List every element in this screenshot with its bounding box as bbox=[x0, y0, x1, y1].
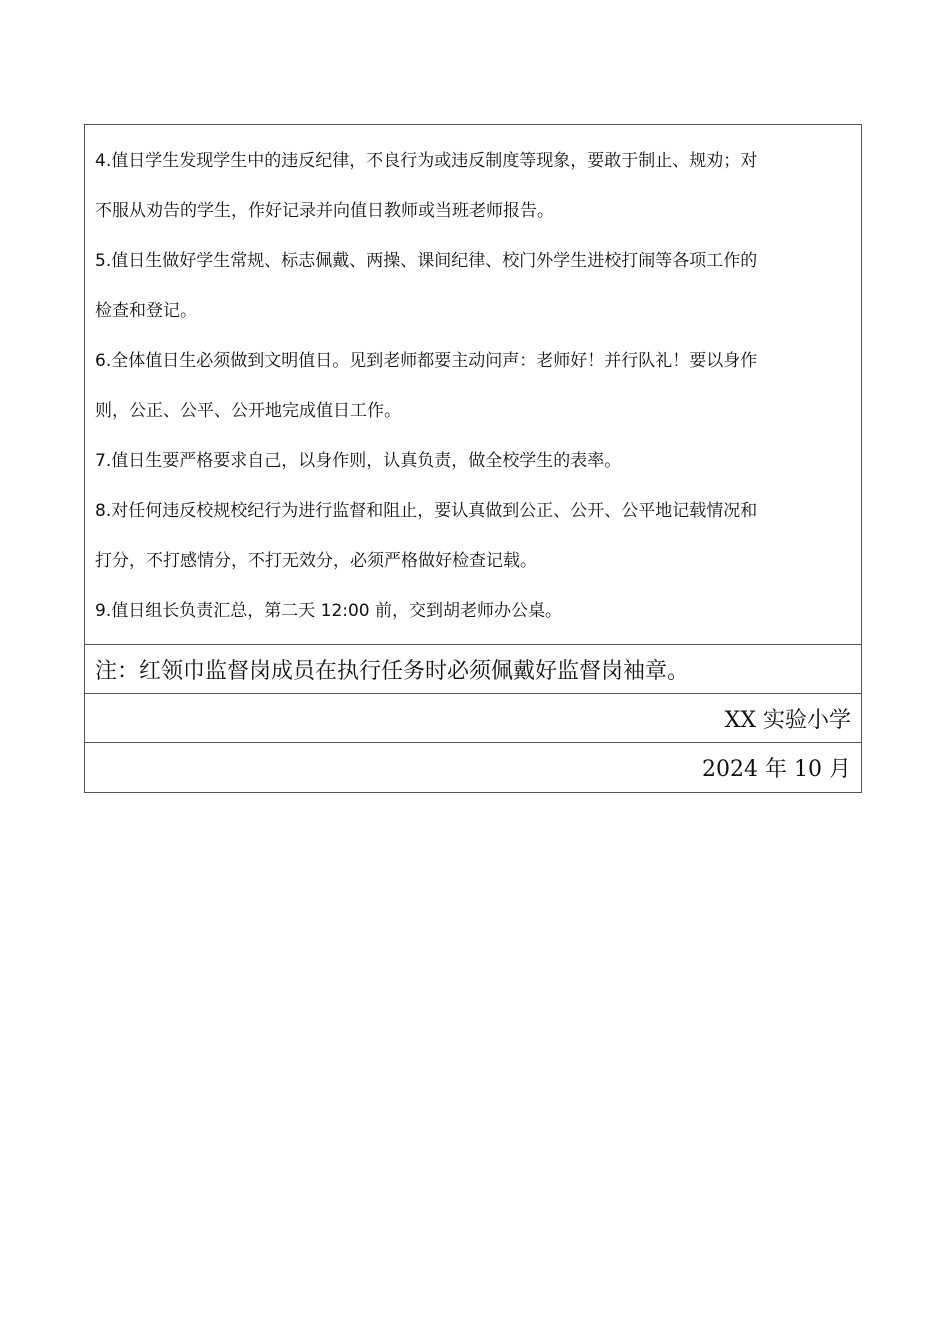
rule-line: 不服从劝告的学生，作好记录并向值日教师或当班老师报告。 bbox=[95, 201, 554, 221]
rule-line: 5.值日生做好学生常规、标志佩戴、两操、课间纪律、校门外学生进校打闹等各项工作的 bbox=[95, 251, 758, 271]
date-row bbox=[85, 743, 861, 792]
school-row bbox=[85, 694, 861, 743]
note-row bbox=[85, 645, 861, 694]
rule-line: 检查和登记。 bbox=[95, 301, 197, 321]
rule-line: 则，公正、公平、公开地完成值日工作。 bbox=[95, 401, 401, 421]
rule-line: 6.全体值日生必须做到文明值日。见到老师都要主动问声：老师好！并行队礼！要以身作 bbox=[95, 351, 758, 371]
rule-line: 9.值日组长负责汇总，第二天 12:00 前，交到胡老师办公桌。 bbox=[95, 601, 563, 621]
rule-line: 8.对任何违反校规校纪行为进行监督和阻止，要认真做到公正、公开、公平地记载情况和 bbox=[95, 501, 758, 521]
rules-table bbox=[84, 124, 862, 793]
date-text: 2024 年 10 月 bbox=[702, 757, 851, 782]
rule-line: 打分，不打感情分，不打无效分，必须严格做好检查记载。 bbox=[95, 551, 537, 571]
note-text: 注：红领巾监督岗成员在执行任务时必须佩戴好监督岗袖章。 bbox=[95, 658, 690, 684]
rule-line: 4.值日学生发现学生中的违反纪律，不良行为或违反制度等现象，要敢于制止、规劝；对 bbox=[95, 151, 758, 171]
school-name: XX 实验小学 bbox=[724, 707, 851, 733]
rule-line: 7.值日生要严格要求自己，以身作则，认真负责，做全校学生的表率。 bbox=[95, 451, 622, 471]
rules-cell bbox=[85, 125, 861, 645]
